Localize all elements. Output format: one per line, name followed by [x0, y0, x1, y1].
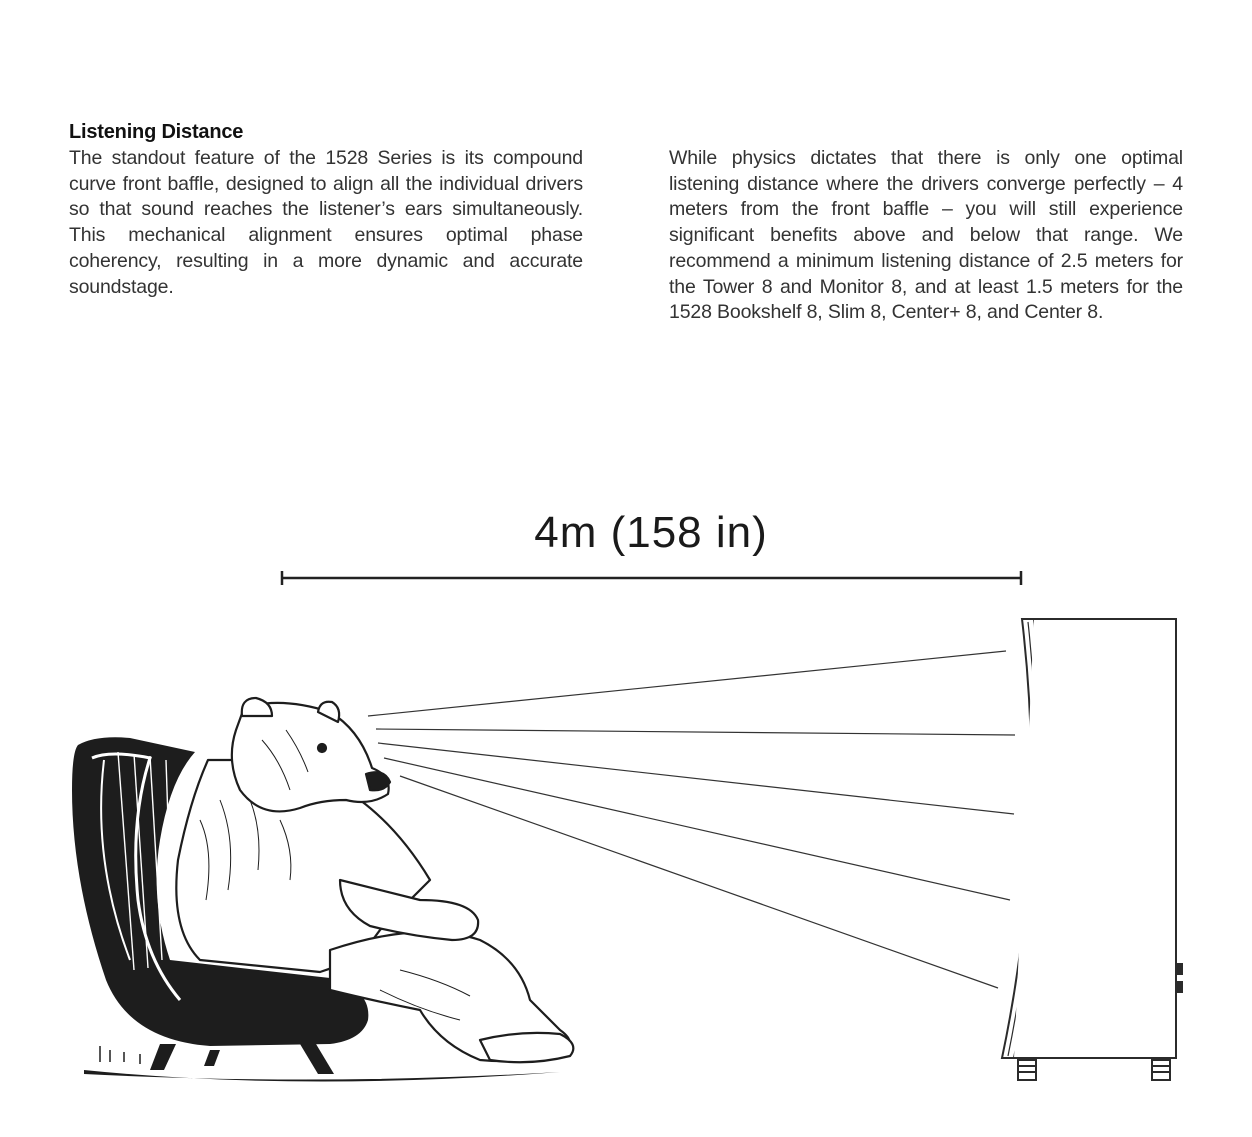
paragraph-right: While physics dictates that there is only one optimal listening distance where the drivers converge perfectly – 4 meters from the front baffle – you will still experience significant benefits above and below that range. We recommend a minimum listening distance of 2.5 meters for the Tower 8 and Monitor 8, and at least 1.5 meters for the 1528 Bookshelf 8, Slim 8, Center+ 8, and Center 8.	[669, 147, 1183, 324]
distance-label: 4m (158 in)	[534, 508, 768, 557]
section-heading: Listening Distance	[69, 121, 244, 143]
speaker-icon	[1002, 619, 1182, 1080]
distance-dimension-line	[282, 571, 1021, 585]
paragraph-left: The standout feature of the 1528 Series is its compound curve front baffle, designed to align all the individual drivers so that sound reaches the listener’s ears simultaneously. This mechanical alignment ensures optimal phase coherency, resulting in a more dynamic and accurate soundstage.	[69, 147, 583, 298]
